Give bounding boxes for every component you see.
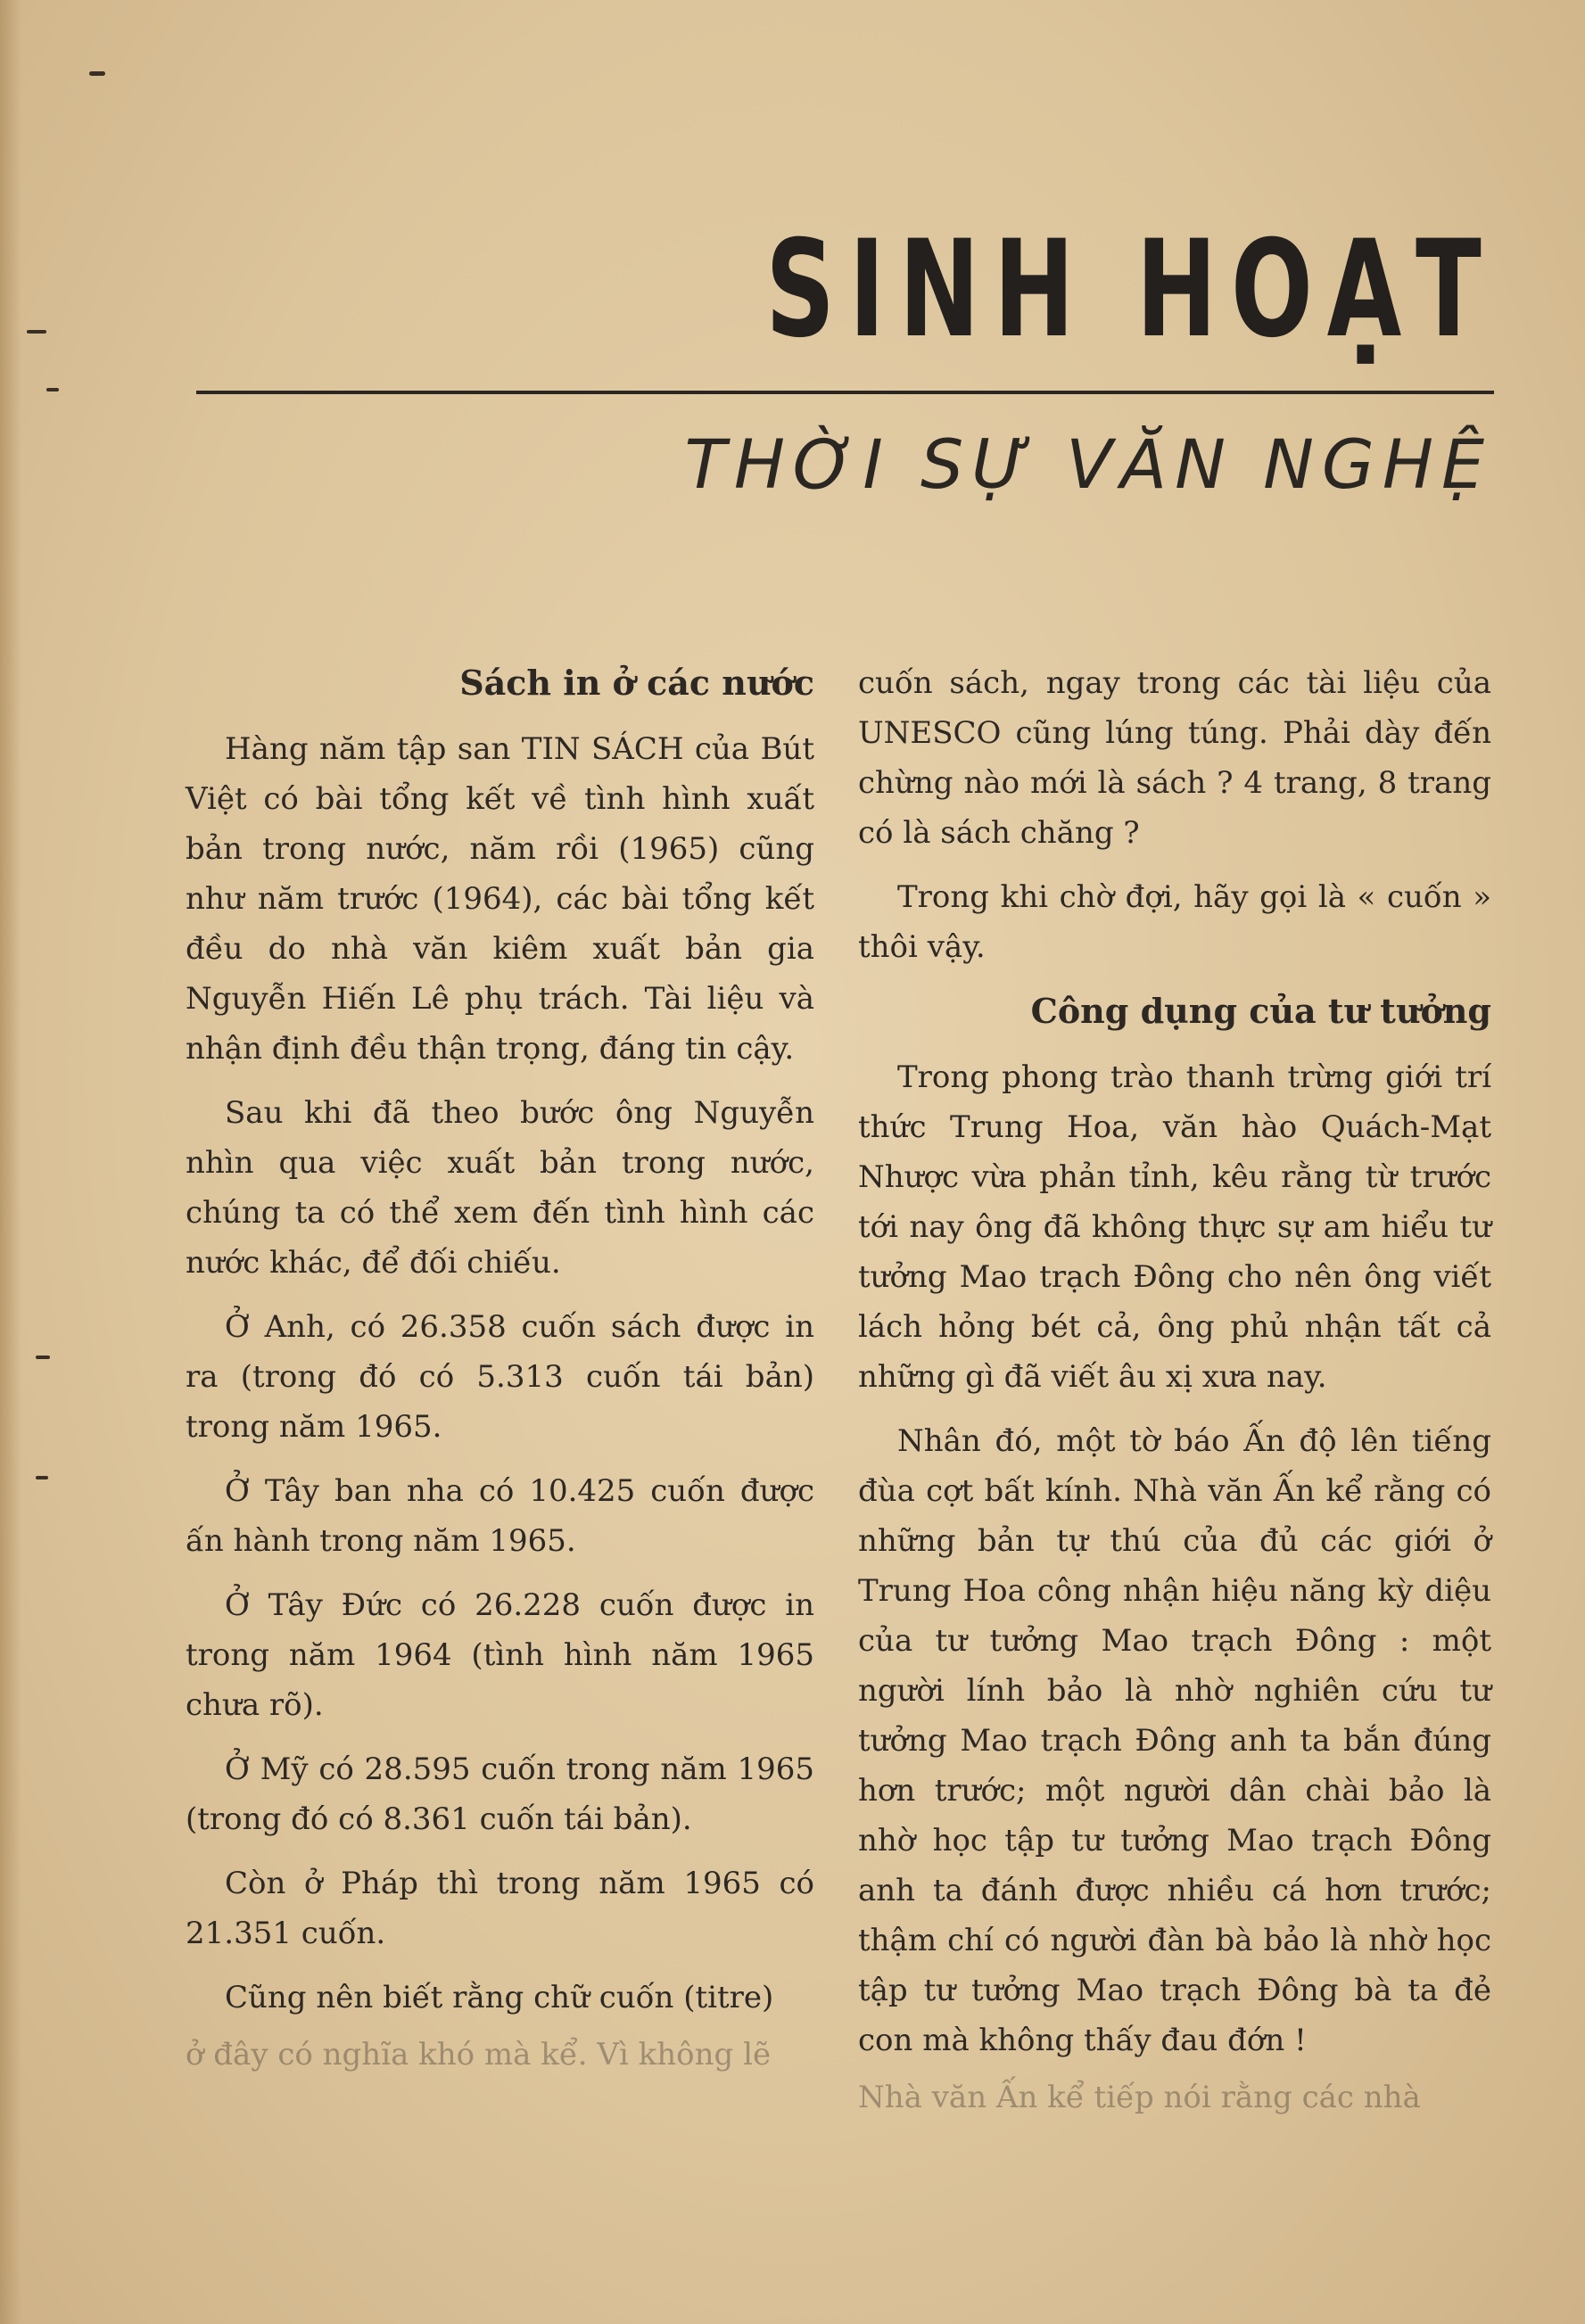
page-edge-shadow xyxy=(0,0,21,2324)
article-paragraph: Hàng năm tập san TIN SÁCH của Bút Việt có bài tổng kết về tình hình xuất bản trong nước, năm rồi (1965) cũng như năm trước (1964), các bài tổng kết đều do nhà văn kiêm xuất bản gia Nguyễn Hiến Lê phụ trách. Tài liệu và nhận định đều thận trọng, đáng tin cậy. xyxy=(186,731,814,1067)
ink-speck xyxy=(89,71,105,76)
ink-speck xyxy=(27,330,46,334)
article-paragraph: Ở Anh, có 26.358 cuốn sách được in ra (trong đó có 5.313 cuốn tái bản) trong năm 1965. xyxy=(186,1309,814,1445)
ink-speck xyxy=(36,1356,50,1359)
article-paragraph: Trong phong trào thanh trừng giới trí thức Trung Hoa, văn hào Quách-Mạt Nhược vừa phản tỉnh, kêu rằng từ trước tới nay ông đã không thực sự am hiểu tư tưởng Mao trạch Đông cho nên ông viết lách hỏng bét cả, ông phủ nhận tất cả những gì đã viết âu xị xưa nay. xyxy=(858,1059,1491,1395)
left-column xyxy=(186,658,814,2073)
article-paragraph: cuốn sách, ngay trong các tài liệu của UNESCO cũng lúng túng. Phải dày đến chừng nào mới là sách ? 4 trang, 8 trang có là sách chăng ? xyxy=(858,665,1491,851)
right-column xyxy=(858,658,1491,2115)
article-heading: Sách in ở các nước xyxy=(459,663,814,703)
article-paragraph: Sau khi đã theo bước ông Nguyễn nhìn qua việc xuất bản trong nước, chúng ta có thể xem đến tình hình các nước khác, để đối chiếu. xyxy=(186,1095,814,1281)
article-paragraph: Cũng nên biết rằng chữ cuốn (titre) xyxy=(225,1980,774,2015)
section-title: SINH HOẠT xyxy=(765,212,1496,367)
section-subtitle: THỜI SỰ VĂN NGHỆ xyxy=(684,424,1492,504)
cut-off-line: ở đây có nghĩa khó mà kể. Vì không lẽ xyxy=(186,2037,772,2073)
article-paragraph: Ở Mỹ có 28.595 cuốn trong năm 1965 (trong đó có 8.361 cuốn tái bản). xyxy=(186,1751,814,1837)
article-paragraph: Ở Tây Đức có 26.228 cuốn được in trong năm 1964 (tình hình năm 1965 chưa rõ). xyxy=(186,1587,814,1723)
article-heading: Công dụng của tư tưởng xyxy=(1030,991,1491,1031)
article-paragraph: Trong khi chờ đợi, hãy gọi là « cuốn » thôi vậy. xyxy=(858,879,1491,965)
article-paragraph: Còn ở Pháp thì trong năm 1965 có 21.351 cuốn. xyxy=(186,1866,814,1951)
cut-off-line: Nhà văn Ấn kể tiếp nói rằng các nhà xyxy=(858,2080,1421,2115)
ink-speck xyxy=(46,388,59,391)
title-rule xyxy=(196,391,1494,394)
article-paragraph: Ở Tây ban nha có 10.425 cuốn được ấn hành trong năm 1965. xyxy=(186,1473,814,1559)
ink-speck xyxy=(36,1476,48,1479)
article-paragraph: Nhân đó, một tờ báo Ấn độ lên tiếng đùa cợt bất kính. Nhà văn Ấn kể rằng có những bản tự thú của đủ các giới ở Trung Hoa công nhận hiệu năng kỳ diệu của tư tưởng Mao trạch Đông : một người lính bảo là nhờ nghiên cứu tư tưởng Mao trạch Đông anh ta bắn đúng hơn trước; một người dân chài bảo là nhờ học tập tư tưởng Mao trạch Đông anh ta đánh được nhiều cá hơn trước; thậm chí có người đàn bà bảo là nhờ học tập tư tưởng Mao trạch Đông bà ta đẻ con mà không thấy đau đớn ! xyxy=(858,1423,1491,2058)
